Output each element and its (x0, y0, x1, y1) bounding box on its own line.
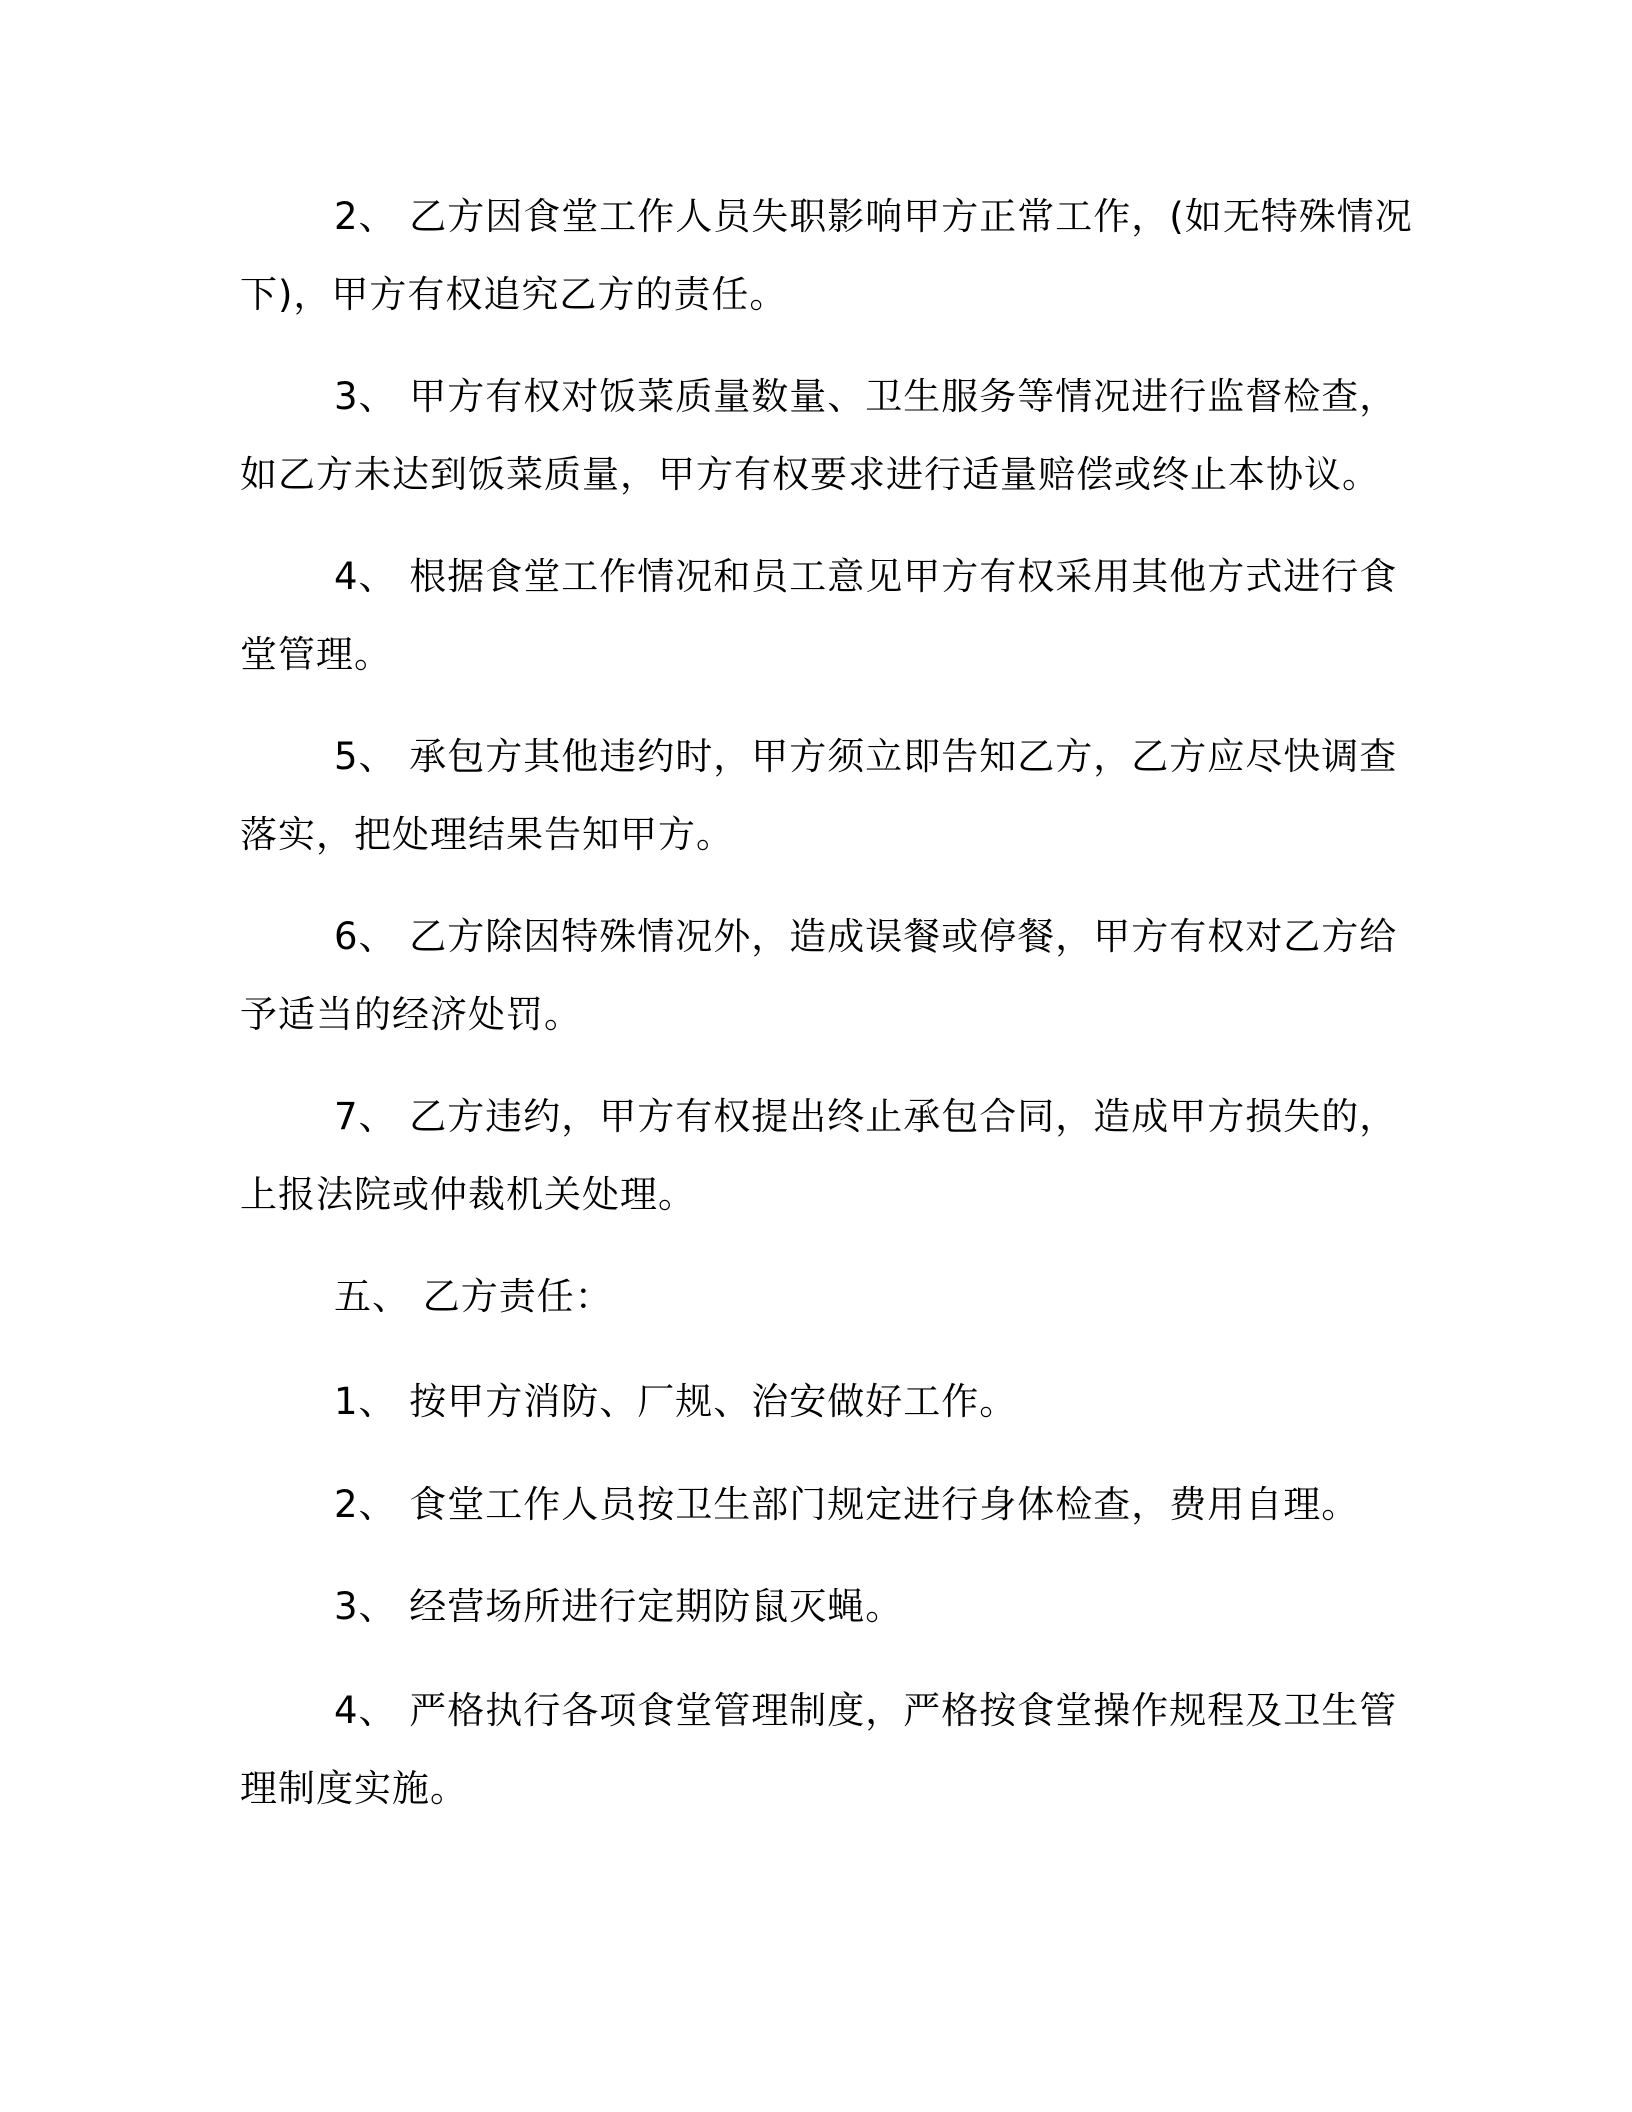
paragraph-item-5 (240, 718, 1398, 874)
paragraph-line: 理制度实施。 (240, 1767, 468, 1810)
paragraph-line: 3、 甲方有权对饭菜质量数量、卫生服务等情况进行监督检查， (334, 375, 1398, 418)
paragraph-line: 4、 严格执行各项食堂管理制度，严格按食堂操作规程及卫生管 (334, 1689, 1398, 1732)
paragraph-item-b2 (240, 1466, 1380, 1544)
section-heading: 五、 乙方责任： (334, 1275, 613, 1318)
paragraph-item-4 (240, 538, 1398, 694)
paragraph-item-b3 (240, 1568, 1380, 1646)
paragraph-item-6 (240, 898, 1398, 1054)
paragraph-item-3 (240, 358, 1398, 514)
paragraph-line: 上报法院或仲裁机关处理。 (240, 1173, 696, 1216)
paragraph-line: 堂管理。 (240, 633, 392, 676)
paragraph-line: 3、 经营场所进行定期防鼠灭蝇。 (334, 1585, 904, 1628)
paragraph-line: 4、 根据食堂工作情况和员工意见甲方有权采用其他方式进行食 (334, 555, 1398, 598)
paragraph-line: 5、 承包方其他违约时，甲方须立即告知乙方，乙方应尽快调查 (334, 735, 1398, 778)
section-heading-party-b-duties (240, 1258, 1380, 1336)
paragraph-item-7 (240, 1078, 1398, 1234)
paragraph-line: 如乙方未达到饭菜质量，甲方有权要求进行适量赔偿或终止本协议。 (240, 453, 1380, 496)
paragraph-line: 下)，甲方有权追究乙方的责任。 (240, 273, 788, 316)
paragraph-line: 2、 食堂工作人员按卫生部门规定进行身体检查，费用自理。 (334, 1483, 1360, 1526)
paragraph-item-2 (240, 178, 1413, 334)
paragraph-item-b4 (240, 1672, 1398, 1828)
paragraph-line: 2、 乙方因食堂工作人员失职影响甲方正常工作，(如无特殊情况 (334, 195, 1413, 238)
paragraph-item-b1 (240, 1363, 1380, 1441)
paragraph-line: 6、 乙方除因特殊情况外，造成误餐或停餐，甲方有权对乙方给 (334, 915, 1398, 958)
paragraph-line: 1、 按甲方消防、厂规、治安做好工作。 (334, 1380, 1018, 1423)
paragraph-line: 7、 乙方违约，甲方有权提出终止承包合同，造成甲方损失的， (334, 1095, 1398, 1138)
paragraph-line: 予适当的经济处罚。 (240, 993, 582, 1036)
paragraph-line: 落实，把处理结果告知甲方。 (240, 813, 734, 856)
